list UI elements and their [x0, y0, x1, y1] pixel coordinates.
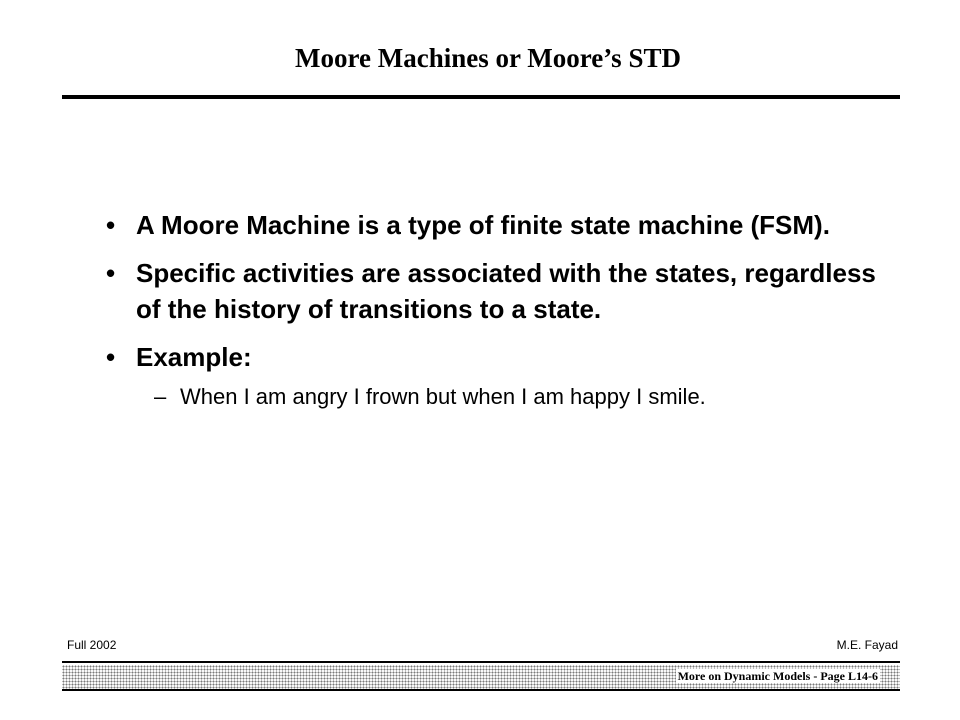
- slide-title: Moore Machines or Moore’s STD: [295, 43, 681, 73]
- footer-date: Full 2002: [67, 638, 117, 652]
- title-divider: [62, 95, 900, 99]
- footer-divider-bottom: [62, 689, 900, 691]
- bullet-text: Example:: [136, 342, 252, 372]
- bullet-symbol: •: [106, 210, 116, 240]
- bullet-symbol: •: [106, 258, 116, 288]
- sub-bullet-symbol: –: [154, 384, 167, 409]
- bullet-list: [106, 207, 886, 415]
- footer-course-label: More on Dynamic Models - Page L14-6: [677, 669, 878, 683]
- bullet-text: Specific activities are associated with the states, regardless of the history of transitions to a state.: [136, 258, 876, 324]
- bullet-item: [106, 207, 886, 243]
- footer-divider-top: [62, 661, 900, 663]
- bullet-text: A Moore Machine is a type of finite state machine (FSM).: [136, 210, 830, 240]
- bullet-item: [106, 339, 886, 375]
- footer-author: M.E. Fayad: [836, 638, 898, 652]
- bullet-symbol: •: [106, 342, 116, 372]
- sub-bullet-text: When I am angry I frown but when I am happy I smile.: [180, 384, 706, 409]
- bullet-item: [106, 255, 886, 327]
- sub-bullet-item: [106, 379, 886, 415]
